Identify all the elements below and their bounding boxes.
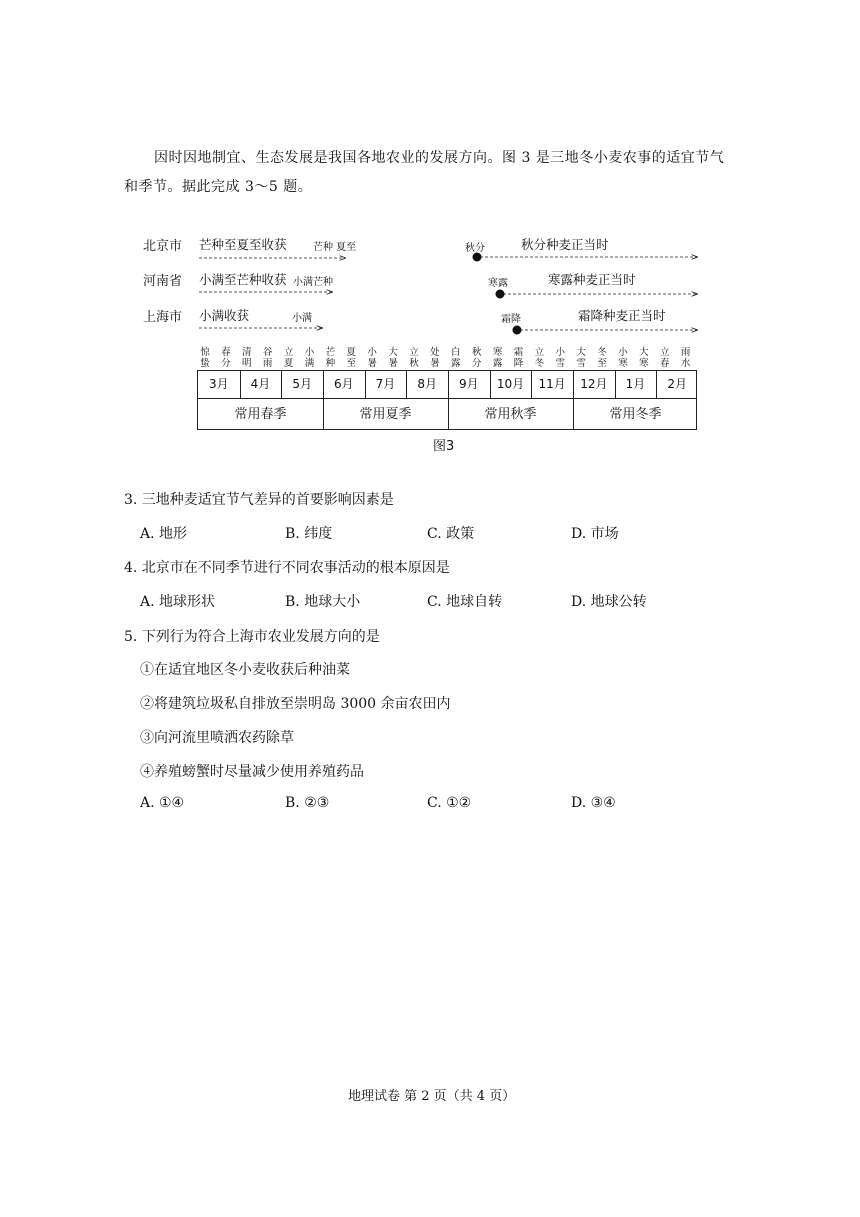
solar-term: 惊 蛰 bbox=[200, 347, 210, 369]
beijing-sow-text: 秋分种麦正当时 bbox=[521, 237, 609, 252]
solar-term: 清 明 bbox=[242, 347, 252, 369]
q5-option-b: B. ②③ bbox=[285, 795, 330, 811]
henan-harvest-text: 小满至芒种收获 bbox=[199, 272, 287, 287]
q4-option-c: C. 地球自转 bbox=[427, 594, 503, 610]
figure-3 bbox=[0, 0, 860, 470]
month-cell: 6月 bbox=[334, 377, 354, 391]
month-cell: 8月 bbox=[417, 377, 437, 391]
solar-term: 小 雪 bbox=[555, 347, 566, 369]
q3-option-c: C. 政策 bbox=[427, 526, 475, 542]
month-divider bbox=[615, 371, 616, 398]
month-cell: 4月 bbox=[250, 377, 271, 391]
shanghai-harvest-terms: 小满 bbox=[292, 313, 312, 324]
q4-option-b: B. 地球大小 bbox=[285, 594, 361, 610]
season-cell: 常用春季 bbox=[234, 407, 287, 422]
henan-sow-text: 寒露种麦正当时 bbox=[548, 272, 636, 287]
q5-option-c: C. ①② bbox=[427, 795, 472, 811]
intro-line-1: 因时因地制宜、生态发展是我国各地农业的发展方向。图 3 是三地冬小麦农事的适宜节气 bbox=[154, 150, 725, 166]
q4-option-a: A. 地球形状 bbox=[140, 594, 216, 610]
beijing-harvest-terms: 芒种 夏至 bbox=[313, 242, 357, 253]
solar-term: 小 暑 bbox=[367, 347, 377, 369]
solar-term: 谷 雨 bbox=[262, 347, 273, 369]
solar-term: 小 寒 bbox=[618, 347, 628, 369]
solar-term: 大 寒 bbox=[639, 347, 649, 369]
month-cell: 9月 bbox=[459, 377, 479, 391]
solar-term: 立 秋 bbox=[409, 347, 419, 369]
month-divider bbox=[406, 371, 407, 398]
solar-term: 立 夏 bbox=[283, 347, 294, 369]
month-cell: 1月 bbox=[625, 377, 646, 391]
season-cell: 常用秋季 bbox=[484, 407, 537, 422]
q5-statement-2: ②将建筑垃圾私自排放至崇明岛 3000 余亩农田内 bbox=[140, 696, 451, 712]
solar-term: 立 春 bbox=[660, 347, 670, 369]
season-cell: 常用夏季 bbox=[359, 407, 412, 422]
solar-term: 夏 至 bbox=[346, 347, 357, 369]
month-cell: 7月 bbox=[375, 377, 396, 391]
solar-term: 雨 水 bbox=[680, 347, 691, 369]
month-divider bbox=[365, 371, 366, 398]
solar-term: 白 露 bbox=[451, 347, 461, 369]
month-divider bbox=[281, 371, 282, 398]
month-divider bbox=[490, 371, 491, 398]
place-shanghai: 上海市 bbox=[143, 310, 183, 325]
shanghai-harvest-text: 小满收获 bbox=[199, 308, 250, 323]
solar-term: 秋 分 bbox=[471, 347, 482, 369]
solar-term: 寒 露 bbox=[492, 347, 503, 369]
henan-sow-term: 寒露 bbox=[488, 278, 508, 289]
solar-term: 立 冬 bbox=[534, 347, 545, 369]
season-cell: 常用冬季 bbox=[609, 407, 662, 422]
solar-term: 芒 种 bbox=[325, 347, 336, 369]
q5-statement-3: ③向河流里喷洒农药除草 bbox=[140, 730, 294, 746]
q5-option-d: D. ③④ bbox=[571, 795, 616, 811]
solar-term: 大 暑 bbox=[388, 347, 398, 369]
month-divider bbox=[240, 371, 241, 398]
solar-term: 霜 降 bbox=[513, 347, 524, 369]
q3-option-b: B. 纬度 bbox=[285, 526, 333, 542]
solar-term: 冬 至 bbox=[597, 347, 607, 369]
henan-harvest-terms: 小满芒种 bbox=[293, 277, 333, 288]
question-3-stem: 3. 三地种麦适宜节气差异的首要影响因素是 bbox=[124, 492, 394, 508]
month-cell: 12月 bbox=[580, 377, 608, 391]
q5-statement-4: ④养殖螃蟹时尽量减少使用养殖药品 bbox=[140, 764, 364, 780]
place-beijing: 北京市 bbox=[143, 239, 183, 254]
beijing-sow-term: 秋分 bbox=[465, 243, 485, 254]
q5-option-a: A. ①④ bbox=[140, 795, 185, 811]
q4-option-d: D. 地球公转 bbox=[571, 594, 647, 610]
page-footer: 地理试卷 第 2 页（共 4 页） bbox=[348, 1089, 516, 1104]
month-divider bbox=[656, 371, 657, 398]
shanghai-sow-term: 霜降 bbox=[501, 314, 521, 325]
month-cell: 3月 bbox=[209, 377, 229, 391]
month-season-table bbox=[197, 370, 697, 430]
place-henan: 河南省 bbox=[143, 274, 183, 289]
q3-option-a: A. 地形 bbox=[140, 526, 188, 542]
question-5-stem: 5. 下列行为符合上海市农业发展方向的是 bbox=[124, 629, 380, 645]
solar-term: 小 满 bbox=[304, 347, 315, 369]
q5-statement-1: ①在适宜地区冬小麦收获后种油菜 bbox=[140, 662, 350, 678]
question-4-stem: 4. 北京市在不同季节进行不同农事活动的根本原因是 bbox=[124, 560, 450, 576]
figure-caption: 图3 bbox=[433, 439, 455, 454]
month-cell: 5月 bbox=[292, 377, 312, 391]
solar-term: 春 分 bbox=[221, 347, 231, 369]
month-cell: 2月 bbox=[667, 377, 687, 391]
q3-option-d: D. 市场 bbox=[571, 526, 619, 542]
solar-term: 处 暑 bbox=[430, 347, 440, 369]
month-divider bbox=[531, 371, 532, 398]
month-cell: 11月 bbox=[538, 377, 566, 391]
intro-line-2: 和季节。据此完成 3～5 题。 bbox=[124, 179, 313, 195]
solar-term: 大 雪 bbox=[576, 347, 586, 369]
shanghai-sow-text: 霜降种麦正当时 bbox=[578, 308, 666, 323]
month-cell: 10月 bbox=[496, 377, 525, 391]
beijing-harvest-text: 芒种至夏至收获 bbox=[199, 237, 287, 252]
